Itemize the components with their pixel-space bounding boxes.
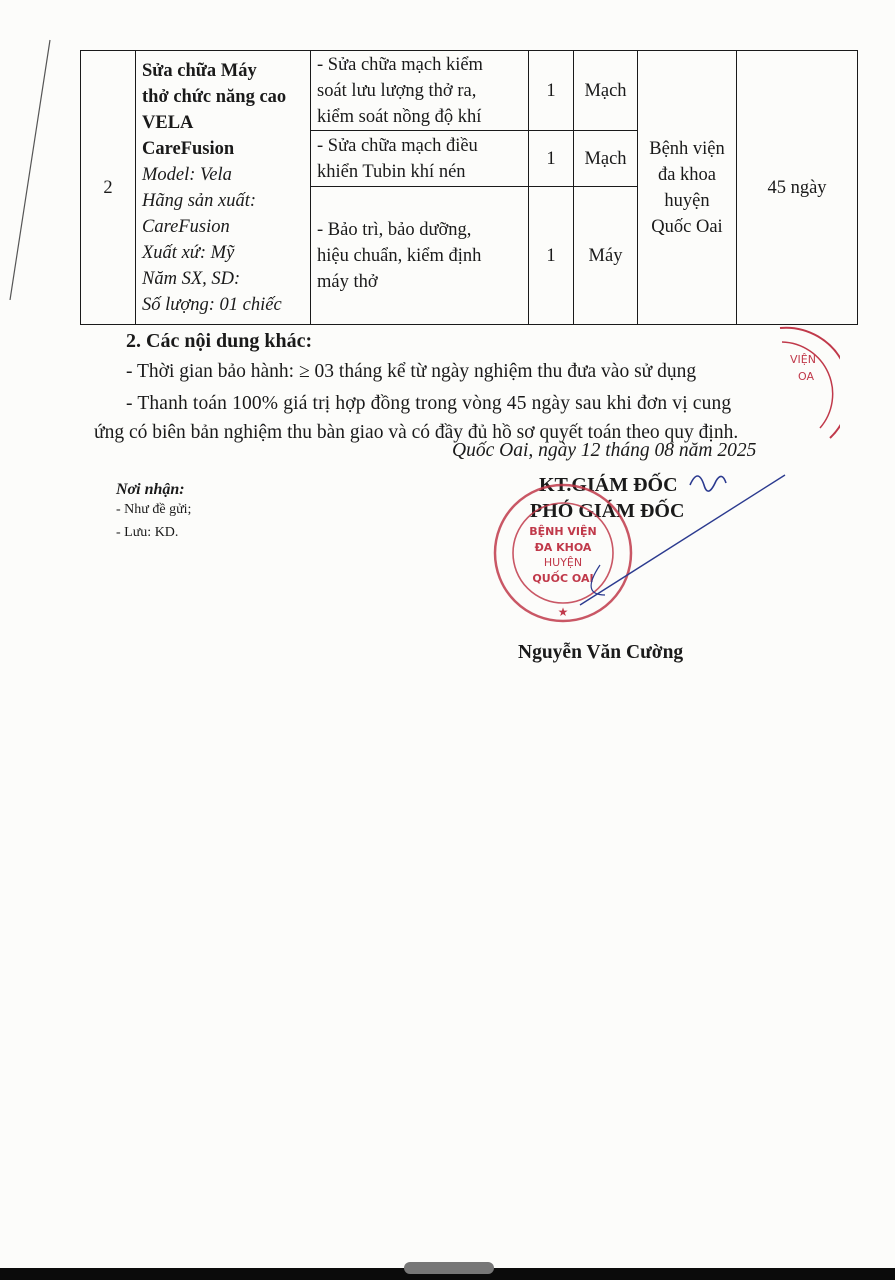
section-title: 2. Các nội dung khác: (126, 330, 313, 352)
svg-text:OA: OA (798, 370, 814, 383)
warranty-text: - Thời gian bảo hành: ≥ 03 tháng kể từ ngày nghiệm thu đưa vào sử dụng (126, 361, 697, 382)
place-line: huyện (664, 190, 710, 211)
unit-cell: Mạch (574, 51, 638, 131)
task-cell (311, 187, 529, 325)
signer-name: Nguyễn Văn Cường (518, 642, 684, 663)
svg-text:★: ★ (557, 605, 569, 619)
device-line: Hãng sản xuất: (142, 190, 257, 211)
unit-cell: Máy (574, 187, 638, 325)
task-line: kiểm soát nồng độ khí (317, 106, 482, 127)
place-line: Quốc Oai (651, 216, 723, 237)
device-line: Sửa chữa Máy (142, 60, 257, 81)
task-line: khiển Tubin khí nén (317, 161, 466, 182)
quantity-cell: 1 (529, 131, 574, 187)
unit-cell: Mạch (574, 131, 638, 187)
task-cell (311, 51, 529, 131)
stamp-line: BỆNH VIỆN (529, 525, 597, 538)
stamp-line: QUỐC OAI (532, 572, 594, 585)
task-line: máy thở (317, 271, 378, 292)
recipients-title: Nơi nhận: (116, 481, 185, 498)
duration-cell: 45 ngày (737, 51, 858, 325)
device-line: CareFusion (142, 216, 230, 237)
payment-text-line2: ứng có biên bản nghiệm thu bàn giao và có đầy đủ hồ sơ quyết toán theo quy định. (94, 422, 739, 443)
place-line: đa khoa (657, 164, 717, 185)
row-number: 2 (81, 51, 136, 325)
device-line: Model: Vela (142, 164, 232, 185)
task-line: - Sửa chữa mạch kiểm (317, 54, 483, 75)
task-line: - Sửa chữa mạch điều (317, 135, 478, 156)
device-line: CareFusion (142, 138, 235, 159)
device-line: VELA (142, 112, 194, 133)
quantity-cell: 1 (529, 187, 574, 325)
svg-text:VIỆN: VIỆN (790, 353, 816, 366)
recipient-item: - Như đề gửi; (116, 502, 192, 517)
stamp-line: ĐA KHOA (534, 541, 592, 554)
device-line: Năm SX, SD: (142, 268, 241, 289)
device-line: Số lượng: 01 chiếc (142, 294, 282, 315)
task-cell (311, 131, 529, 187)
date-line: Quốc Oai, ngày 12 tháng 08 năm 2025 (452, 440, 757, 461)
task-line: - Bảo trì, bảo dưỡng, (317, 219, 472, 240)
place-line: Bệnh viện (649, 138, 725, 159)
signature-title-line1: KT.GIÁM ĐỐC (539, 474, 678, 496)
place-cell (638, 51, 737, 325)
device-line: thở chức năng cao (142, 86, 287, 107)
device-line: Xuất xứ: Mỹ (142, 242, 235, 263)
device-description (136, 51, 311, 325)
recipient-item: - Lưu: KD. (116, 525, 179, 540)
quantity-cell: 1 (529, 51, 574, 131)
signature-title-line2: PHÓ GIÁM ĐỐC (530, 500, 685, 522)
task-line: hiệu chuẩn, kiểm định (317, 245, 482, 266)
repair-table (80, 50, 858, 325)
payment-text-line1: - Thanh toán 100% giá trị hợp đồng trong vòng 45 ngày sau khi đơn vị cung (126, 393, 732, 414)
handwritten-signature (540, 455, 800, 615)
page-indicator (404, 1262, 494, 1274)
task-line: soát lưu lượng thở ra, (317, 80, 477, 101)
stamp-line: HUYỆN (543, 556, 583, 569)
hospital-stamp-partial (760, 318, 840, 448)
page-edge (0, 0, 60, 300)
